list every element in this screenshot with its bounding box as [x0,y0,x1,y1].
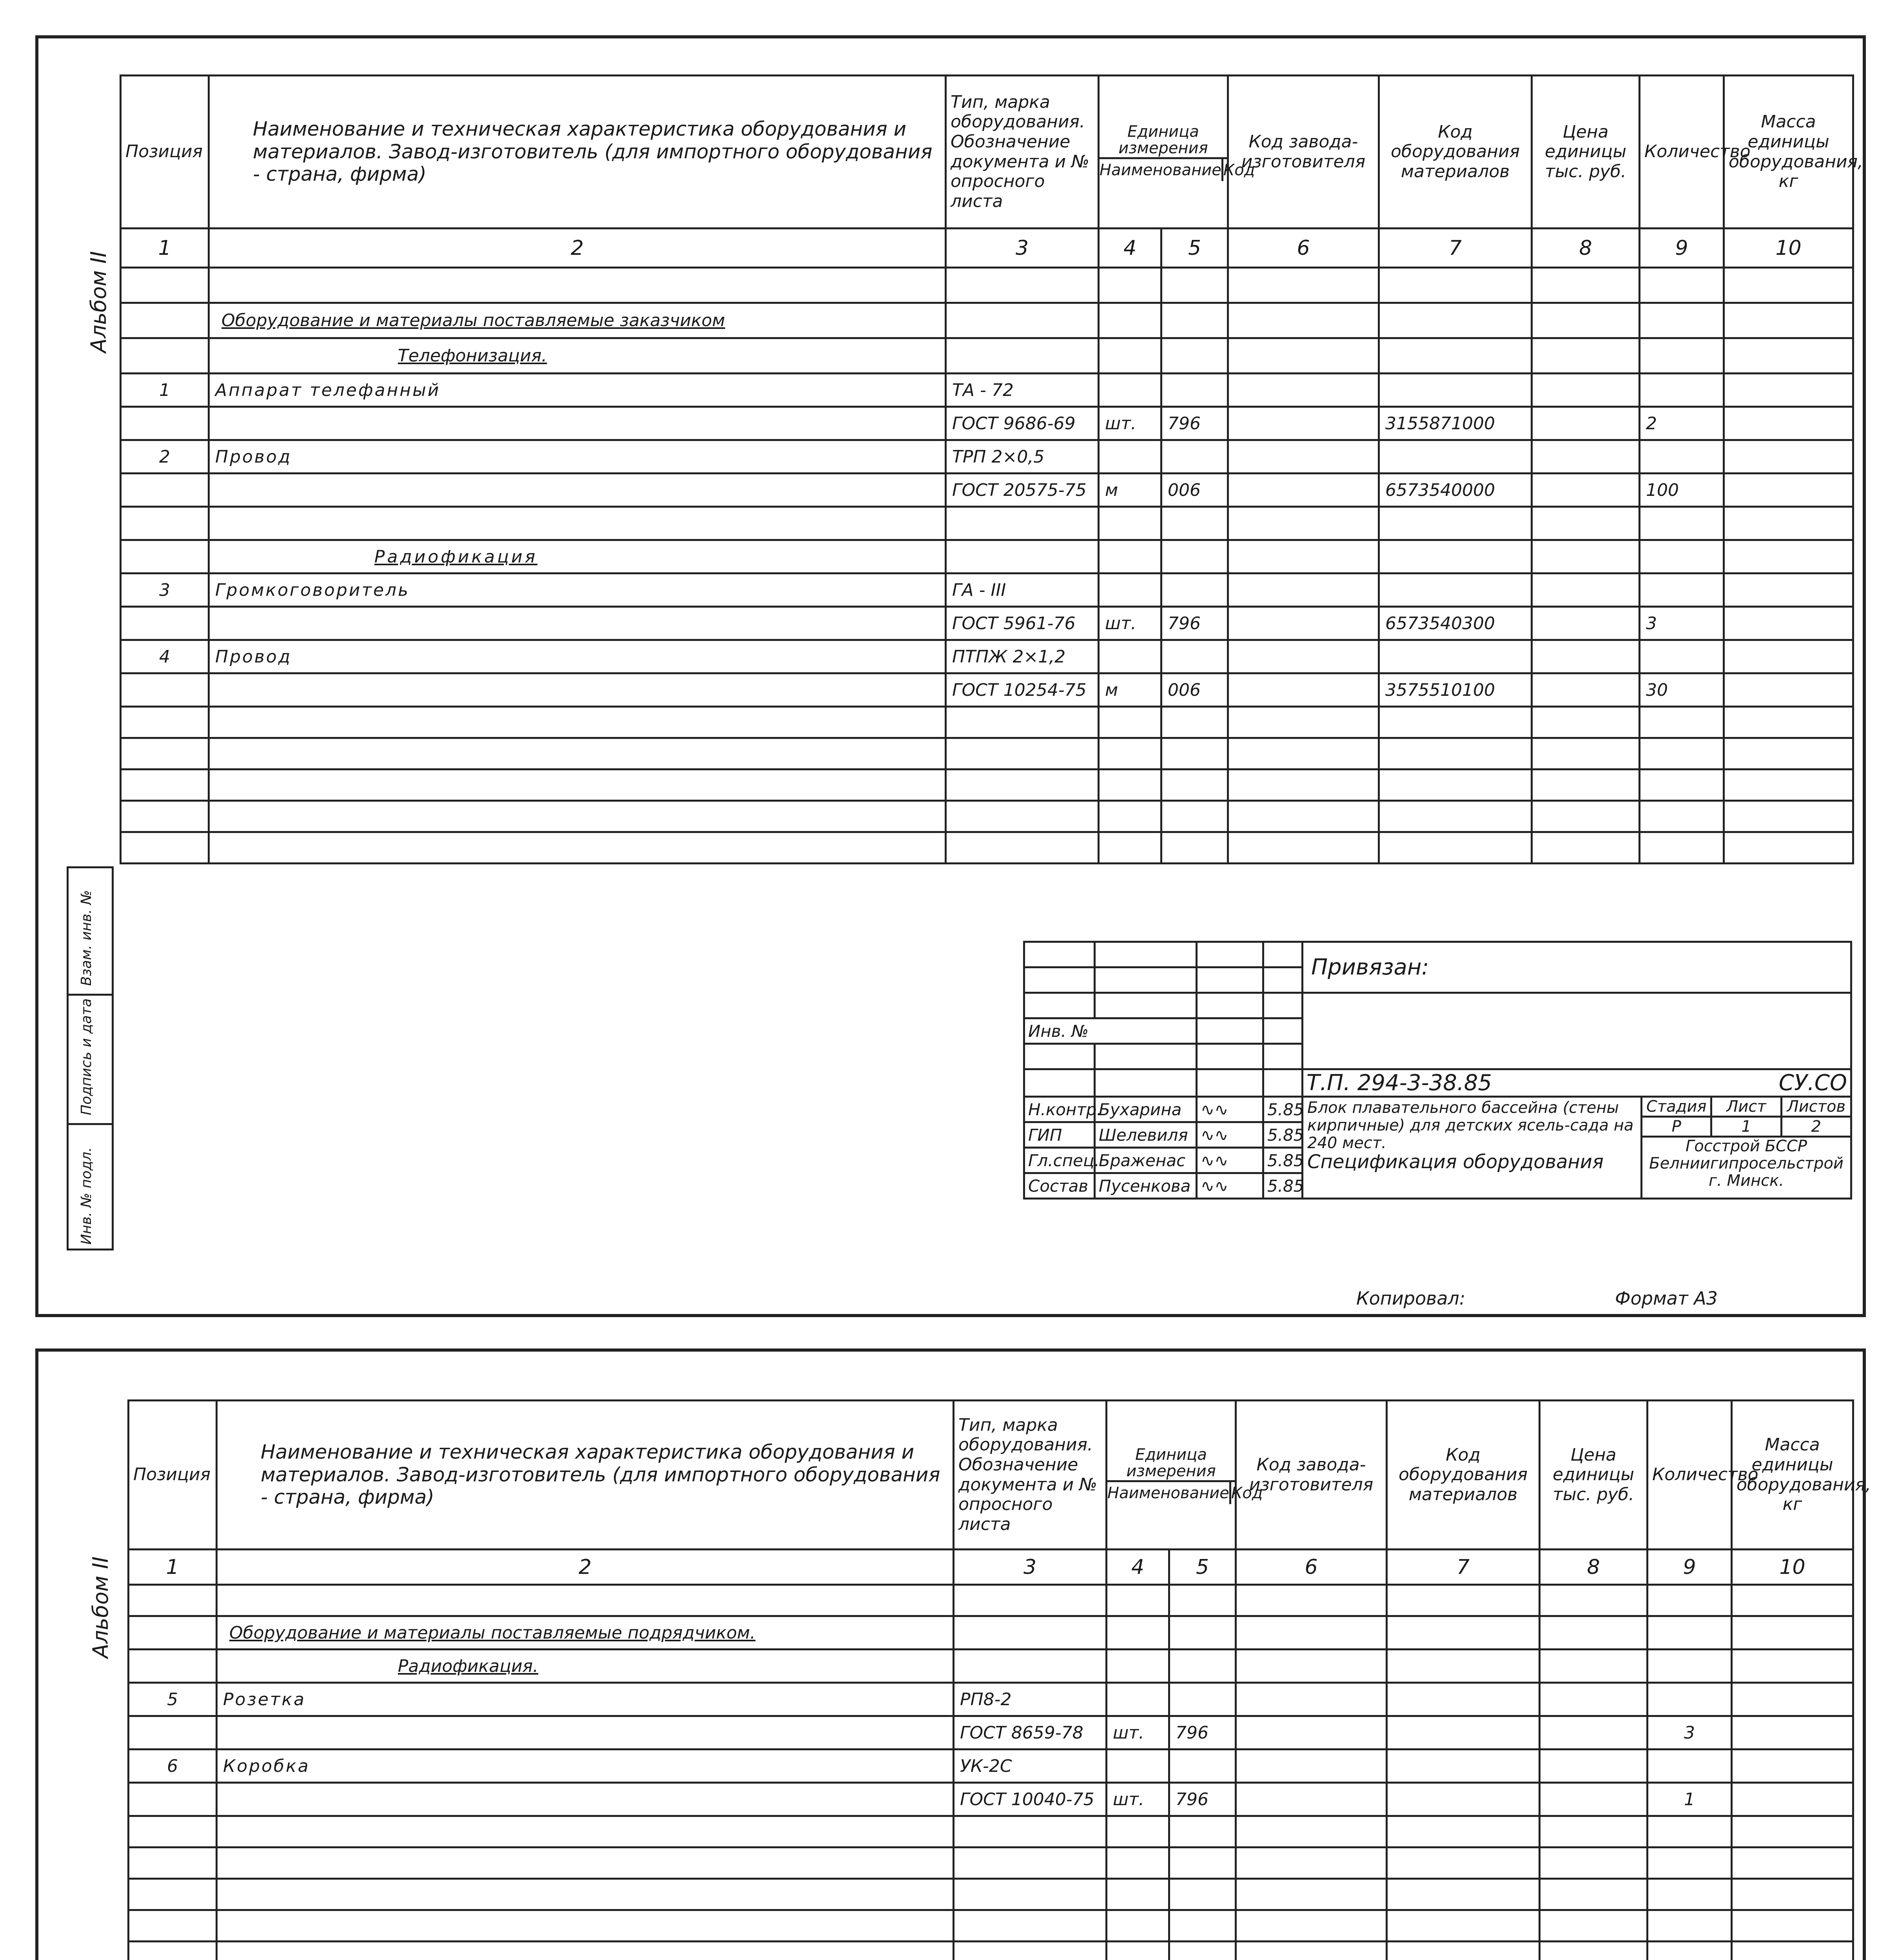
col-mass-header: Масса единицы оборудования, кг [1724,76,1853,229]
col-plant-code-header: Код завода-изготовителя [1228,76,1379,229]
table-row: ГОСТ 20575-75 м 006 6573540000 100 [121,474,1853,507]
copied-label-1: Копировал: [1356,1288,1466,1309]
header-row [129,1401,1853,1550]
col-pos-header: Позиция [129,1401,217,1550]
album-label-1: Альбом II [86,251,111,353]
col-material-code-header: Код оборудования материалов [1387,1401,1540,1550]
table-row: 5 Розетка РП8-2 [129,1683,1853,1716]
col-name-header: Наименование и техническая характеристика оборудования и материалов. Завод-изготовитель (для импортного оборудования - страна, фирма) [209,76,946,229]
sheet-title-1: Спецификация оборудования [1307,1151,1604,1173]
col-unit-code-header: Код [1223,161,1255,179]
number-row: 1 2 3 4 5 6 7 8 9 10 [129,1550,1853,1585]
subsection-radio-1: Радиофикация [209,540,946,573]
col-price-header: Цена единицы тыс. руб. [1540,1401,1648,1550]
signature-mark: ∿∿ [1197,1097,1263,1122]
signature-row: Состав Пусенкова ∿∿ 5.85 [1024,1173,1851,1199]
table-row: ГОСТ 10040-75 шт. 796 1 [129,1783,1853,1816]
spec-table-1 [120,74,1864,864]
table-row: 6 Коробка УК-2С [129,1749,1853,1783]
number-row: 1 2 3 4 5 6 7 8 9 10 [121,229,1853,268]
table-row: 4 Провод ПТПЖ 2×1,2 [121,640,1853,673]
col-type-header: Тип, марка оборудования. Обозначение документа и № опросного листа [954,1401,1107,1550]
signature-row: Гл.спец. Браженас ∿∿ 5.85 [1024,1148,1851,1173]
col-unit-name-header: Наименование [1107,1482,1231,1504]
table-row: 3 Громкоговоритель ГА - III [121,573,1853,607]
col-pos-header: Позиция [121,76,209,229]
col-unit-header: Единица измерения Наименование Код [1099,76,1228,229]
table-row: ГОСТ 10254-75 м 006 3575510100 30 [121,673,1853,707]
table-row: 2 Провод ТРП 2×0,5 [121,440,1853,474]
table-row: ГОСТ 9686-69 шт. 796 3155871000 2 [121,407,1853,440]
table-row: ГОСТ 8659-78 шт. 796 3 [129,1716,1853,1749]
org-line-2: Белниигипросельстрой [1649,1154,1844,1172]
subsection-radio-2: Радиофикация. [217,1650,954,1683]
signature-mark: ∿∿ [1197,1122,1263,1148]
org-line-3: г. Минск. [1709,1172,1784,1190]
header-row [121,76,1853,229]
doc-number-1: Т.П. 294-3-38.85 [1306,1070,1492,1096]
col-qty-header: Количество [1648,1401,1732,1550]
col-type-header: Тип, марка оборудования. Обозначение документа и № опросного листа [946,76,1099,229]
section-title-1: Оборудование и материалы поставляемые заказчиком [209,303,946,338]
col-unit-name-header: Наименование [1100,159,1223,181]
org-line-1: Госстрой БССР [1685,1137,1807,1155]
col-plant-code-header: Код завода-изготовителя [1236,1401,1387,1550]
inv-label-1: Инв. № [1024,1018,1197,1044]
stage-value-1: Р [1642,1118,1712,1136]
col-unit-header: Единица измерения Наименование Код [1107,1401,1236,1550]
signature-row: ГИП Шелевиля ∿∿ 5.85 [1024,1122,1851,1148]
signature-mark: ∿∿ [1197,1148,1263,1173]
table-row: ГОСТ 5961-76 шт. 796 6573540300 3 [121,607,1853,640]
spec-table-2 [127,1399,1871,1960]
subsection-telephony: Телефонизация. [209,338,946,374]
doc-code-1: СУ.СО [1778,1070,1847,1096]
margin-stamp-1: Взам. инв. № Подпись и дата Инв. № подл. [67,866,114,1250]
col-name-header: Наименование и техническая характеристика оборудования и материалов. Завод-изготовитель (для импортного оборудования - страна, фирма) [217,1401,954,1550]
col-material-code-header: Код оборудования материалов [1379,76,1532,229]
sheet-value-1: 1 [1712,1118,1782,1136]
format-label-1: Формат А3 [1615,1288,1718,1309]
title-block-1 [1023,941,1852,1200]
signature-mark: ∿∿ [1197,1173,1263,1199]
project-name-1: Блок плавательного бассейна (стены кирпичные) для детских ясель-сада на 240 мест. [1307,1099,1634,1152]
col-mass-header: Масса единицы оборудования, кг [1732,1401,1853,1550]
signature-row: Н.контр. Бухарина ∿∿ 5.85 Блок плавательного бассейна (стены кирпичные) для детских ясель-сада на 240 мест. Спецификация оборудования Стадия Лист Листов Р 1 2 Госстрой БССР Белниигипросельстрой г. Минск. [1024,1097,1851,1122]
attached-label-1: Привязан: [1303,942,1851,993]
col-qty-header: Количество [1640,76,1724,229]
sheets-value-1: 2 [1811,1118,1822,1136]
table-row: 1 Аппарат телефанный ТА - 72 [121,374,1853,407]
album-label-2: Альбом II [88,1556,113,1658]
col-price-header: Цена единицы тыс. руб. [1532,76,1640,229]
section-title-2: Оборудование и материалы поставляемые подрядчиком. [217,1616,954,1650]
col-unit-code-header: Код [1231,1484,1263,1502]
